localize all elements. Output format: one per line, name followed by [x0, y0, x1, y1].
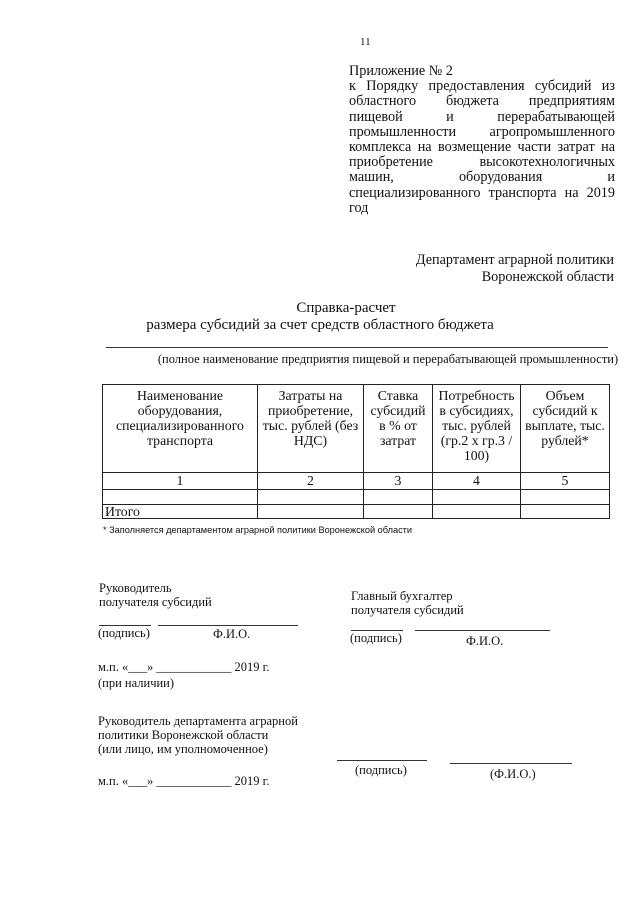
- head-signature-title: [99, 581, 212, 609]
- accountant-fio-line[interactable]: [415, 630, 550, 631]
- accountant-sign-caption: (подпись): [350, 631, 402, 645]
- table-cell[interactable]: [103, 490, 258, 505]
- accountant-title-line2: получателя субсидий: [351, 603, 464, 617]
- dept-head-line2: политики Воронежской области: [98, 728, 269, 742]
- table-header-row: [103, 385, 610, 473]
- dept-head-signature-title: [98, 714, 298, 756]
- accountant-fio-caption: Ф.И.О.: [466, 634, 504, 648]
- page-number: 11: [360, 36, 371, 48]
- head-fio-caption: Ф.И.О.: [213, 627, 251, 641]
- column-number: 5: [521, 473, 610, 490]
- table-number-row: [103, 473, 610, 490]
- document-title: [0, 300, 640, 334]
- department-line1: Департамент аграрной политики: [415, 252, 614, 268]
- accountant-signature-title: [351, 589, 464, 617]
- document-title-line1: Справка-расчет: [296, 300, 396, 316]
- stamp-date-1: м.п. «___» ____________ 2019 г.: [98, 660, 270, 674]
- table-cell[interactable]: [258, 490, 364, 505]
- table-cell[interactable]: [433, 490, 521, 505]
- header-need: Потребность в субсидиях, тыс. рублей (гр.2 х гр.3 / 100): [433, 385, 521, 473]
- dept-head-fio-caption: (Ф.И.О.): [490, 767, 536, 781]
- table-cell[interactable]: [433, 505, 521, 519]
- table-row: [103, 490, 610, 505]
- head-sign-caption: (подпись): [98, 626, 150, 640]
- accountant-title-line1: Главный бухгалтер: [351, 589, 453, 603]
- enterprise-name-line: [106, 347, 608, 348]
- table-total-row: [103, 505, 610, 519]
- table-cell[interactable]: [521, 505, 610, 519]
- stamp-note: (при наличии): [98, 676, 175, 690]
- header-equipment: Наименование оборудования, специализированного транспорта: [103, 385, 258, 473]
- column-number: 4: [433, 473, 521, 490]
- department-block: [416, 252, 614, 286]
- table-cell[interactable]: [521, 490, 610, 505]
- appendix-block: [349, 64, 615, 216]
- table-footnote: * Заполняется департаментом аграрной политики Воронежской области: [103, 525, 413, 535]
- dept-head-sign-caption: (подпись): [355, 763, 407, 777]
- dept-head-fio-line[interactable]: [450, 763, 572, 764]
- table-cell[interactable]: [258, 505, 364, 519]
- department-line2: Воронежской области: [481, 269, 614, 285]
- head-title-line1: Руководитель: [99, 581, 172, 595]
- header-rate: Ставка субсидий в % от затрат: [364, 385, 433, 473]
- column-number: 2: [258, 473, 364, 490]
- dept-head-signature-line[interactable]: [337, 760, 427, 761]
- appendix-title: Приложение № 2: [349, 63, 453, 79]
- head-title-line2: получателя субсидий: [99, 595, 212, 609]
- column-number: 3: [364, 473, 433, 490]
- header-costs: Затраты на приобретение, тыс. рублей (без НДС): [258, 385, 364, 473]
- head-fio-line[interactable]: [158, 625, 298, 626]
- table-cell[interactable]: [364, 490, 433, 505]
- total-label: Итого: [103, 505, 258, 519]
- subsidy-table: [102, 384, 610, 519]
- document-title-line2: размера субсидий за счет средств областного бюджета: [146, 317, 494, 333]
- dept-head-line1: Руководитель департамента аграрной: [98, 714, 298, 728]
- enterprise-name-caption: (полное наименование предприятия пищевой и перерабатывающей промышленности): [157, 352, 619, 366]
- table-cell[interactable]: [364, 505, 433, 519]
- column-number: 1: [103, 473, 258, 490]
- header-payout: Объем субсидий к выплате, тыс. рублей*: [521, 385, 610, 473]
- dept-head-line3: (или лицо, им уполномоченное): [98, 742, 268, 756]
- appendix-body: к Порядку предоставления субсидий из областного бюджета предприятиям пищевой и перерабатывающей промышленности агропромышленного комплекса на возмещение части затрат на приобретение высокотехнологичных машин, оборудования и специализированного транспорта на 2019 год: [349, 78, 615, 216]
- stamp-date-2: м.п. «___» ____________ 2019 г.: [98, 774, 270, 788]
